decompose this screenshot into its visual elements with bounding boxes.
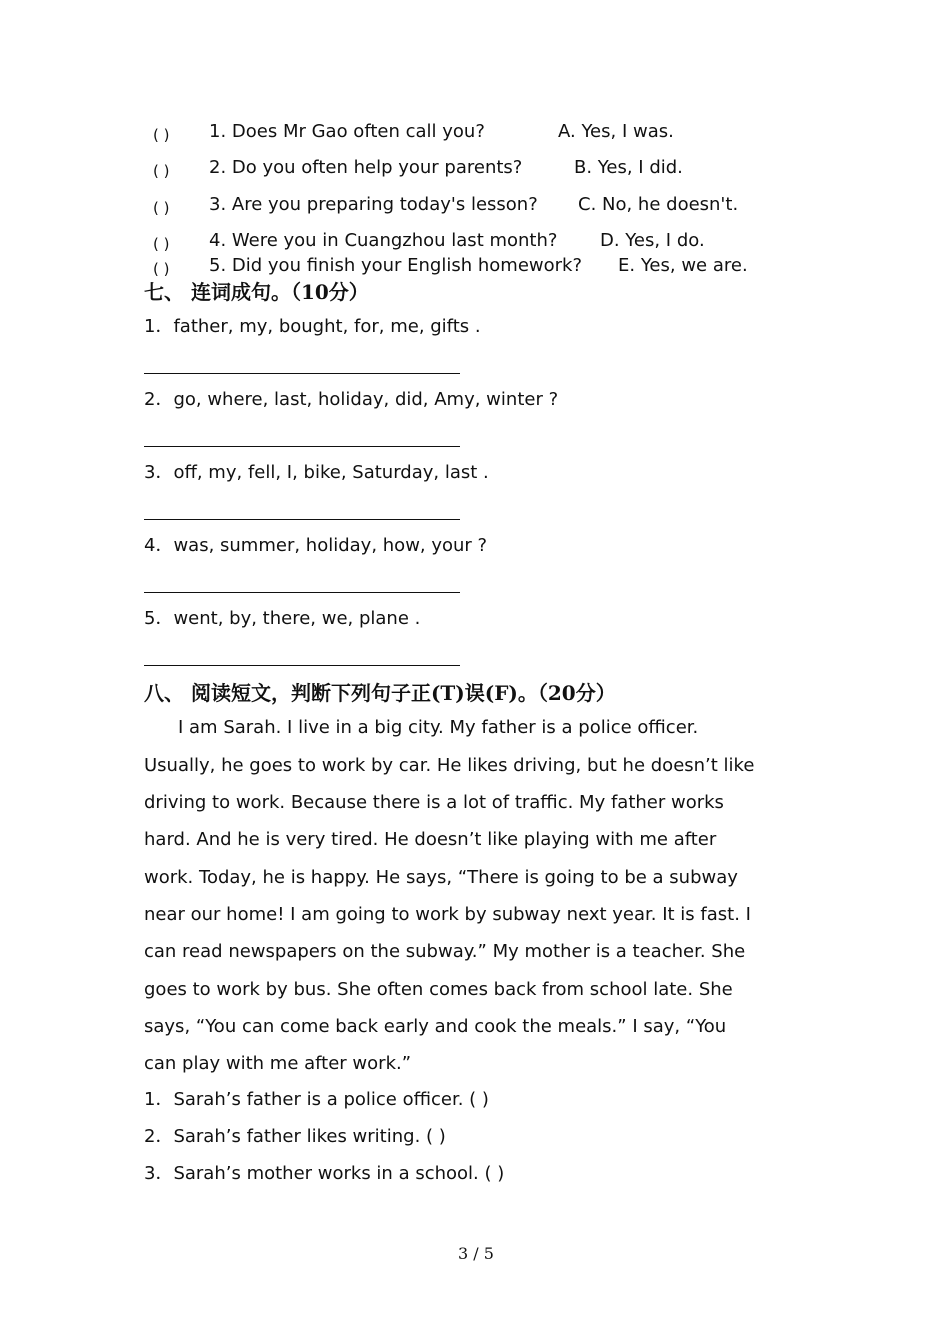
passage-line: driving to work. Because there is a lot of traffic. My father works <box>144 792 724 813</box>
answer-line <box>144 519 460 520</box>
word-order-item: 4．was, summer, holiday, how, your ? <box>144 535 488 556</box>
word-order-item: 5．went, by, there, we, plane . <box>144 608 421 629</box>
page-number: 3 / 5 <box>458 1244 494 1263</box>
answer-blank: ( ) <box>153 235 170 253</box>
passage-line: Usually, he goes to work by car. He likes driving, but he doesn’t like <box>144 755 755 776</box>
passage-line: can play with me after work.” <box>144 1053 412 1074</box>
answer-line <box>144 592 460 593</box>
section-heading: 八、 阅读短文，判断下列句子正(T)误(F)。（20分） <box>144 681 616 705</box>
passage-line: says, “You can come back early and cook the meals.” I say, “You <box>144 1016 727 1037</box>
true-false-question: 1．Sarah’s father is a police officer. ( ) <box>144 1089 489 1110</box>
word-order-item: 2．go, where, last, holiday, did, Amy, winter ? <box>144 389 559 410</box>
answer-line <box>144 446 460 447</box>
matching-question: 4. Were you in Cuangzhou last month? <box>209 230 558 251</box>
matching-answer: B. Yes, I did. <box>574 157 683 178</box>
matching-answer: D. Yes, I do. <box>600 230 705 251</box>
matching-question: 2. Do you often help your parents? <box>209 157 523 178</box>
passage-line: near our home! I am going to work by subway next year. It is fast. I <box>144 904 751 925</box>
answer-blank: ( ) <box>153 162 170 180</box>
matching-question: 5. Did you finish your English homework? <box>209 255 583 276</box>
passage-line: I am Sarah. I live in a big city. My father is a police officer. <box>178 717 699 738</box>
passage-line: hard. And he is very tired. He doesn’t like playing with me after <box>144 829 717 850</box>
true-false-question: 2．Sarah’s father likes writing. ( ) <box>144 1126 446 1147</box>
matching-answer: C. No, he doesn't. <box>578 194 739 215</box>
word-order-item: 1．father, my, bought, for, me, gifts . <box>144 316 481 337</box>
true-false-question: 3．Sarah’s mother works in a school. ( ) <box>144 1163 505 1184</box>
answer-blank: ( ) <box>153 199 170 217</box>
matching-answer: A. Yes, I was. <box>558 121 674 142</box>
answer-blank: ( ) <box>153 126 170 144</box>
matching-question: 1. Does Mr Gao often call you? <box>209 121 485 142</box>
passage-line: can read newspapers on the subway.” My mother is a teacher. She <box>144 941 746 962</box>
answer-blank: ( ) <box>153 260 170 278</box>
passage-line: work. Today, he is happy. He says, “There is going to be a subway <box>144 867 738 888</box>
answer-line <box>144 665 460 666</box>
matching-answer: E. Yes, we are. <box>618 255 748 276</box>
word-order-item: 3．off, my, fell, I, bike, Saturday, last . <box>144 462 489 483</box>
passage-line: goes to work by bus. She often comes back from school late. She <box>144 979 733 1000</box>
matching-question: 3. Are you preparing today's lesson? <box>209 194 538 215</box>
section-heading: 七、 连词成句。（10分） <box>144 280 369 304</box>
answer-line <box>144 373 460 374</box>
